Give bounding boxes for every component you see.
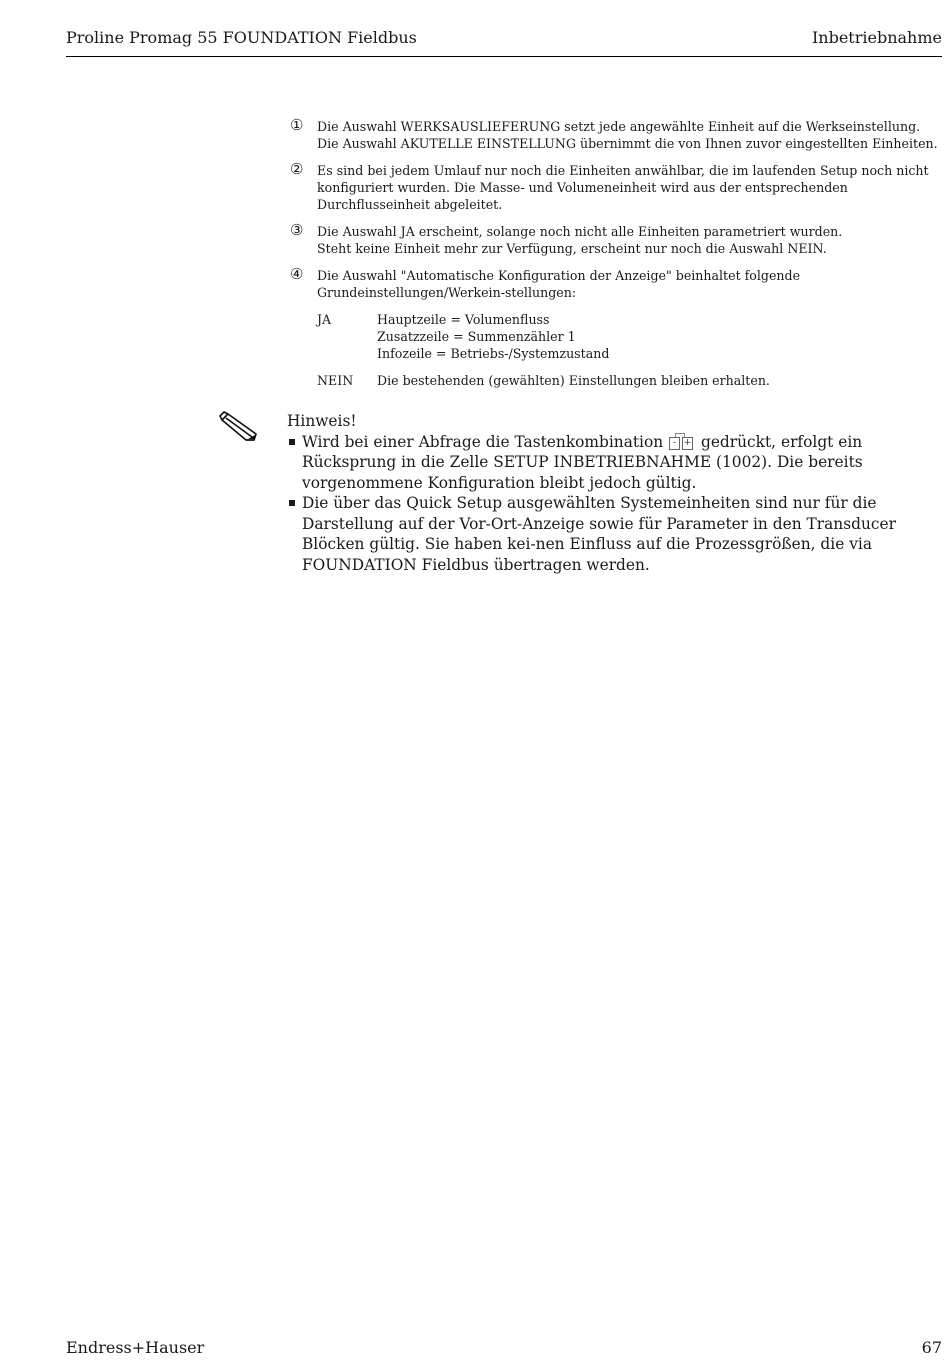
note-line: Die Auswahl AKUTELLE EINSTELLUNG übernimmt die von Ihnen zuvor eingestellten Einheiten.	[317, 136, 938, 151]
option-values	[377, 372, 770, 389]
option-value: Infozeile = Betriebs-/Systemzustand	[377, 346, 610, 361]
note-line: Steht keine Einheit mehr zur Verfügung, erscheint nur noch die Auswahl NEIN.	[317, 241, 827, 256]
hint-text: Wird bei einer Abfrage die Tastenkombination	[302, 432, 664, 451]
bullet-icon	[289, 439, 295, 445]
page-number: 67	[921, 1338, 942, 1357]
note-marker: ②	[290, 160, 304, 178]
option-row-nein	[317, 372, 940, 389]
option-key: JA	[317, 312, 332, 327]
option-value: Zusatzzeile = Summenzähler 1	[377, 329, 576, 344]
note-marker: ④	[290, 265, 304, 283]
hint-bullet-1	[287, 432, 943, 494]
numbered-notes	[290, 118, 940, 399]
minus-key: -	[669, 437, 680, 450]
note-line: Es sind bei jedem Umlauf nur noch die Einheiten anwählbar, die im laufenden Setup noch nicht konfiguriert wurden. Die Masse- und Volumeneinheit wird aus der entsprechenden Durchflusseinheit abgeleitet.	[317, 163, 929, 212]
header-section-title: Inbetriebnahme	[811, 28, 942, 47]
hint-text: gedrückt, erfolgt ein Rücksprung in die Zelle SETUP INBETRIEBNAHME (1002). Die bereits vorgenommene Konfiguration bleibt jedoch gültig.	[302, 432, 863, 492]
hint-bullet-2	[287, 493, 943, 575]
note-3	[290, 223, 940, 257]
footer-brand: Endress+Hauser	[66, 1338, 205, 1357]
option-table	[317, 311, 940, 389]
option-value: Die bestehenden (gewählten) Einstellungen bleiben erhalten.	[377, 373, 770, 388]
note-marker: ③	[290, 221, 304, 239]
pencil-icon	[218, 408, 260, 444]
note-line: Die Auswahl WERKSAUSLIEFERUNG setzt jede angewählte Einheit auf die Werkseinstellung.	[317, 119, 921, 134]
plus-key: +	[683, 437, 692, 448]
note-line: Die Auswahl JA erscheint, solange noch nicht alle Einheiten parametriert wurden.	[317, 224, 843, 239]
note-1	[290, 118, 940, 152]
bullet-icon	[289, 500, 295, 506]
option-row-ja	[317, 311, 940, 362]
note-line: Die Auswahl "Automatische Konfiguration der Anzeige" beinhaltet folgende Grundeinstellungen/Werkein-stellungen:	[317, 268, 801, 300]
option-key: NEIN	[317, 373, 354, 388]
header-product-title: Proline Promag 55 FOUNDATION Fieldbus	[66, 28, 417, 47]
option-values	[377, 311, 609, 362]
note-4	[290, 267, 940, 389]
hint-text: Die über das Quick Setup ausgewählten Systemeinheiten sind nur für die Darstellung auf der Vor-Ort-Anzeige sowie für Parameter in den Transducer Blöcken gültig. Sie haben kei-nen Einfluss auf die Prozessgrößen, die via FOUNDATION Fieldbus übertragen werden.	[302, 494, 896, 574]
header-rule	[66, 56, 942, 57]
option-value: Hauptzeile = Volumenfluss	[377, 312, 550, 327]
hint-title: Hinweis!	[287, 412, 357, 430]
minus-plus-keys-icon	[669, 433, 695, 449]
hint-box	[287, 411, 943, 575]
note-2	[290, 162, 940, 213]
note-marker: ①	[290, 116, 304, 134]
hint-list	[287, 432, 943, 576]
